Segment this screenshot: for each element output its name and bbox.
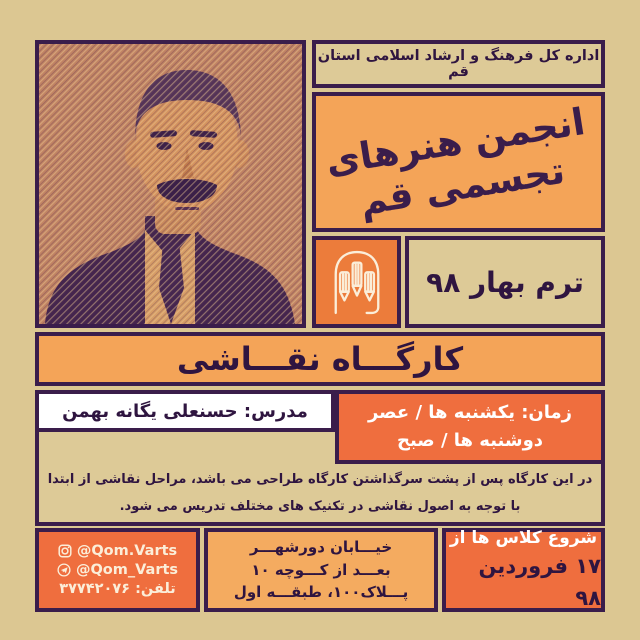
address-line-1: خیـــابان دورشهـــر [249, 538, 393, 557]
arch-pencils-icon [328, 247, 386, 317]
logo-emblem-box [312, 236, 401, 328]
start-date-box [442, 528, 605, 612]
telegram-handle[interactable]: @Qom_Varts [75, 562, 179, 578]
department-text: اداره کل فرهنگ و ارشاد اسلامی استان قم [317, 48, 600, 80]
schedule-line-1: زمان: یکشنبه ها / عصر [367, 402, 573, 424]
term-badge [405, 236, 605, 328]
workshop-title-band [35, 332, 605, 386]
association-calligraphy: انجمن هنرهای تجسمی قم [322, 99, 588, 224]
social-box [35, 528, 200, 612]
telegram-icon [57, 563, 71, 577]
schedule-line-2: دوشنبه ها / صبح [396, 430, 544, 451]
term-text: ترم بهار ۹۸ [426, 265, 584, 299]
instructor-photo [35, 40, 306, 328]
instagram-row [58, 543, 177, 559]
department-banner [312, 40, 605, 88]
instagram-icon [58, 544, 72, 558]
address-line-2: بعـــد از کـــوچه ۱۰ [251, 560, 391, 579]
portrait-duotone-illustration [39, 44, 302, 324]
start-date-label: شروع کلاس ها از [449, 527, 598, 548]
phone-number[interactable]: تلفن: ۳۷۷۴۲۰۷۶ [59, 581, 176, 597]
workshop-title: کارگـــاه نقـــاشی [176, 340, 464, 378]
start-date-value: ۱۷ فروردین ۹۸ [478, 554, 601, 610]
calligraphy-box [312, 92, 605, 232]
description-text: در این کارگاه پس از پشت سرگذاشتن کارگاه طراحی می باشد، مراحل نقاشی از ابتدا با توجه به اصول نقاشی در تکنیک های مختلف تدریس می شود. [47, 472, 593, 514]
telegram-row [57, 562, 178, 578]
instagram-handle[interactable]: @Qom.Varts [76, 543, 178, 559]
instructor-box [35, 390, 335, 432]
address-box [204, 528, 438, 612]
address-line-3: پـــلاک۱۰۰، طبقـــه اول [233, 583, 409, 602]
instructor-name: مدرس: حسنعلی یگانه بهمن [62, 400, 308, 422]
schedule-box [335, 390, 605, 464]
